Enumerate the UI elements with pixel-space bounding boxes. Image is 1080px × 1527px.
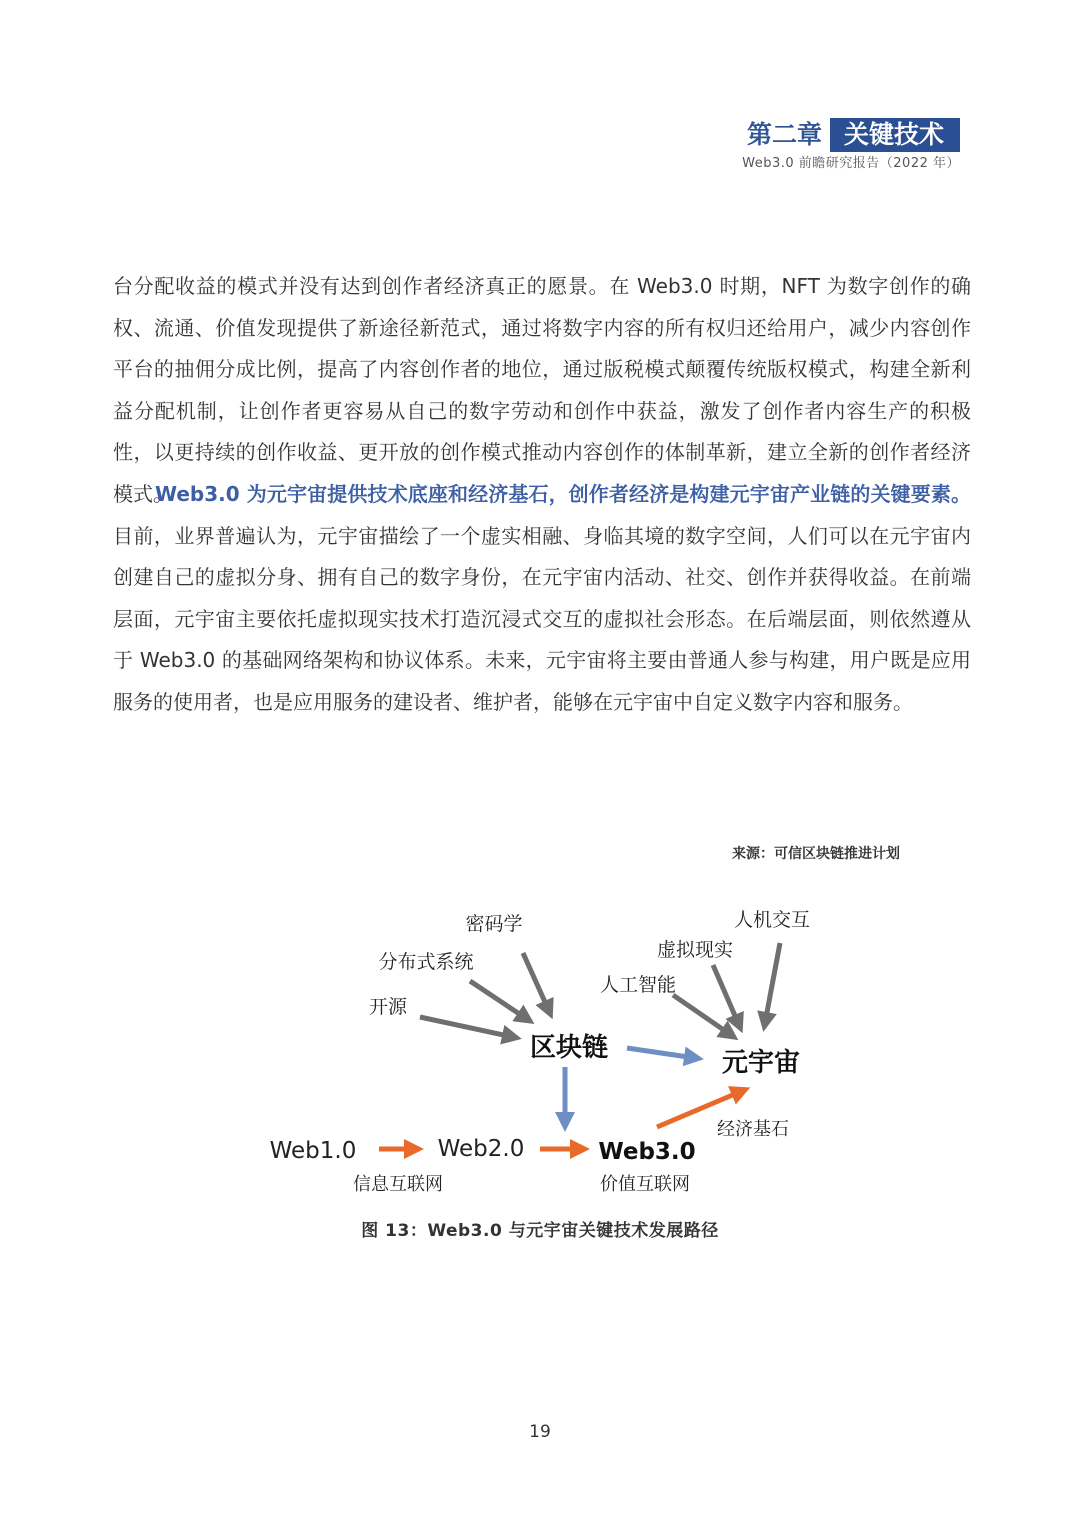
arrow-blockchain-to-metaverse (627, 1048, 695, 1058)
node-web3: Web3.0 (598, 1139, 696, 1165)
label-value-internet: 价值互联网 (600, 1174, 690, 1195)
node-metaverse: 元宇宙 (721, 1048, 801, 1078)
paragraph-2-body: 目前，业界普遍认为，元宇宙描绘了一个虚实相融、身临其境的数字空间，人们可以在元宇宙内创建自己的虚拟分身、拥有自己的数字身份，在元宇宙内活动、社交、创作并获得收益。在前端层面，元宇宙主要依托虚拟现实技术打造沉浸式交互的虚拟社会形态。在后端层面，则依然遵从于 Web3.0 的基础网络架构和协议体系。未来，元宇宙将主要由普通人参与构建，用户既是应用服务的使用者，也是应用服务的建设者、维护者，能够在元宇宙中自定义数字内容和服务。 (113, 523, 971, 714)
node-web2: Web2.0 (437, 1136, 525, 1162)
node-opensource: 开源 (368, 996, 408, 1018)
arrow-vr-to-metaverse (713, 965, 739, 1025)
arrow-distributed-to-blockchain (470, 981, 527, 1019)
label-info-internet: 信息互联网 (353, 1174, 443, 1195)
arrow-opensource-to-blockchain (420, 1017, 513, 1037)
chapter-topic: 关键技术 (830, 118, 960, 152)
node-vr: 虚拟现实 (656, 939, 734, 961)
figure-source: 来源：可信区块链推进计划 (732, 846, 900, 862)
chapter-number: 第二章 (746, 120, 822, 149)
node-ai: 人工智能 (599, 974, 677, 996)
node-distributed: 分布式系统 (378, 951, 474, 973)
chapter-header (747, 118, 960, 152)
node-crypto: 密码学 (465, 913, 523, 935)
page-number: 19 (529, 1422, 551, 1442)
paragraph-2-lead: Web3.0 为元宇宙提供技术底座和经济基石，创作者经济是构建元宇宙产业链的关键要素。 (155, 482, 971, 506)
report-subtitle: Web3.0 前瞻研究报告（2022 年） (742, 156, 960, 171)
node-hci: 人机交互 (733, 909, 811, 931)
paragraph-2 (113, 474, 971, 724)
arrow-ai-to-metaverse (673, 995, 731, 1035)
node-blockchain: 区块链 (529, 1033, 609, 1063)
figure-caption: 图 13：Web3.0 与元宇宙关键技术发展路径 (361, 1221, 719, 1241)
label-econ-base: 经济基石 (717, 1119, 789, 1140)
node-web1: Web1.0 (269, 1138, 357, 1164)
figure-diagram (255, 895, 825, 1205)
paragraph-1: 台分配收益的模式并没有达到创作者经济真正的愿景。在 Web3.0 时期，NFT 为数字创作的确权、流通、价值发现提供了新途径新范式，通过将数字内容的所有权归还给用户，减少内容创作平台的抽佣分成比例，提高了内容创作者的地位，通过版税模式颠覆传统版权模式，构建全新利益分配机制，让创作者更容易从自己的数字劳动和创作中获益，激发了创作者内容生产的积极性，以更持续的创作收益、更开放的创作模式推动内容创作的体制革新，建立全新的创作者经济模式。 (113, 274, 971, 506)
arrow-crypto-to-blockchain (523, 953, 549, 1011)
arrow-hci-to-metaverse (765, 943, 780, 1023)
